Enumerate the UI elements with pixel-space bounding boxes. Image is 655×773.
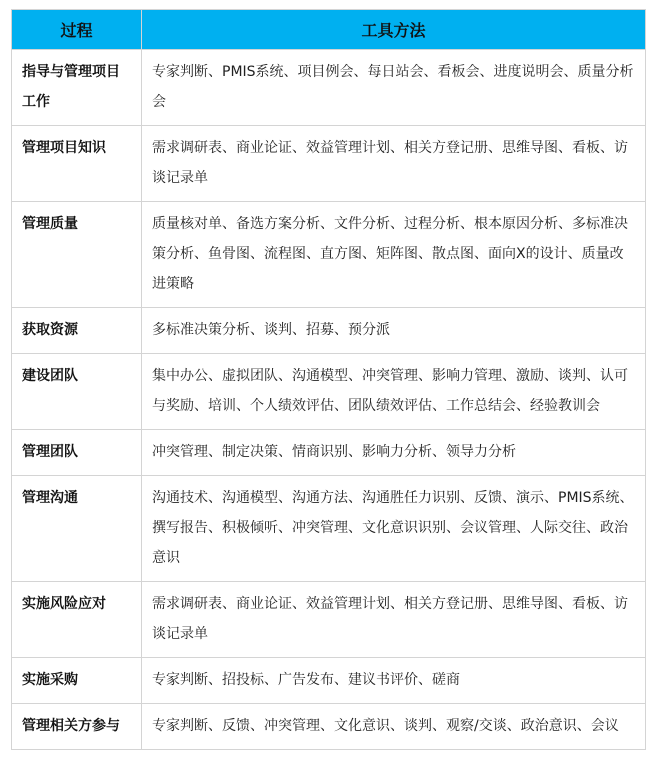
tools-cell: 沟通技术、沟通模型、沟通方法、沟通胜任力识别、反馈、演示、PMIS系统、撰写报告、积极倾听、冲突管理、文化意识识别、会议管理、人际交往、政治意识 [142,476,646,582]
process-cell: 管理项目知识 [12,126,142,202]
header-row [12,10,646,50]
table-row [12,476,646,582]
process-tools-table [11,9,646,750]
process-cell: 实施风险应对 [12,582,142,658]
tools-cell: 多标准决策分析、谈判、招募、预分派 [142,308,646,354]
table-header [12,10,646,50]
table-row [12,354,646,430]
table-row [12,582,646,658]
process-cell: 管理质量 [12,202,142,308]
tools-cell: 专家判断、反馈、冲突管理、文化意识、谈判、观察/交谈、政治意识、会议 [142,704,646,750]
tools-cell: 质量核对单、备选方案分析、文件分析、过程分析、根本原因分析、多标准决策分析、鱼骨图、流程图、直方图、矩阵图、散点图、面向X的设计、质量改进策略 [142,202,646,308]
table-row [12,202,646,308]
process-tools-table-container [11,9,645,750]
table-row [12,308,646,354]
tools-cell: 冲突管理、制定决策、情商识别、影响力分析、领导力分析 [142,430,646,476]
process-cell: 建设团队 [12,354,142,430]
tools-cell: 集中办公、虚拟团队、沟通模型、冲突管理、影响力管理、激励、谈判、认可与奖励、培训、个人绩效评估、团队绩效评估、工作总结会、经验教训会 [142,354,646,430]
table-row [12,658,646,704]
process-cell: 管理相关方参与 [12,704,142,750]
process-cell: 获取资源 [12,308,142,354]
table-row [12,430,646,476]
process-cell: 管理沟通 [12,476,142,582]
process-cell: 实施采购 [12,658,142,704]
header-tools: 工具方法 [142,10,646,50]
header-process: 过程 [12,10,142,50]
table-row [12,126,646,202]
process-cell: 管理团队 [12,430,142,476]
process-cell: 指导与管理项目工作 [12,50,142,126]
tools-cell: 需求调研表、商业论证、效益管理计划、相关方登记册、思维导图、看板、访谈记录单 [142,582,646,658]
tools-cell: 专家判断、PMIS系统、项目例会、每日站会、看板会、进度说明会、质量分析会 [142,50,646,126]
table-row [12,704,646,750]
table-row [12,50,646,126]
table-body [12,50,646,750]
tools-cell: 需求调研表、商业论证、效益管理计划、相关方登记册、思维导图、看板、访谈记录单 [142,126,646,202]
tools-cell: 专家判断、招投标、广告发布、建议书评价、磋商 [142,658,646,704]
